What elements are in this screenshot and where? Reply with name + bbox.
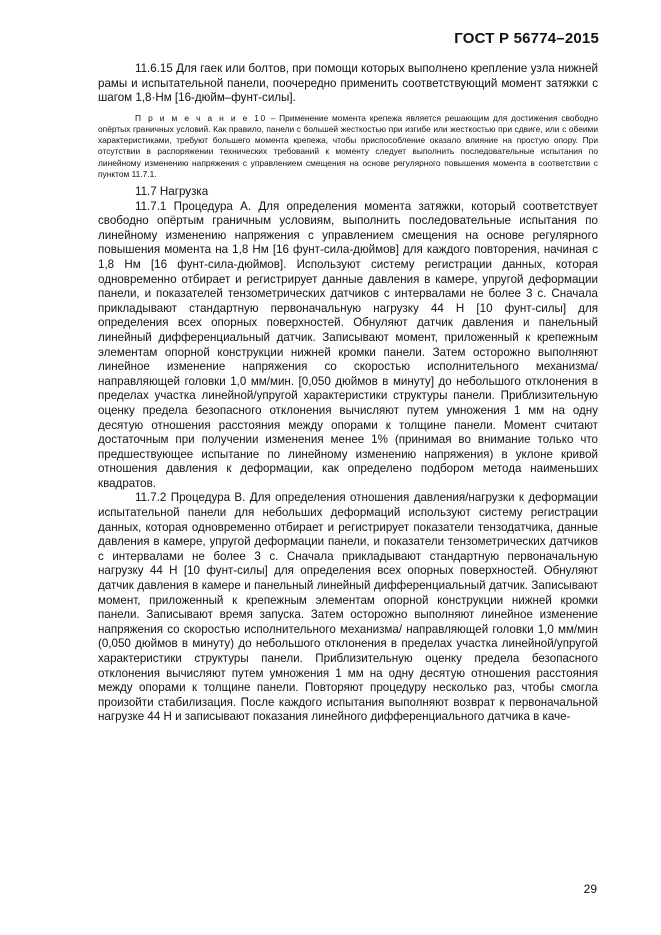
paragraph-11-6-15: 11.6.15 Для гаек или болтов, при помощи которых выполнено крепление узла нижней рамы и испытательной панели, поочередно применить соответствующий момент затяжки с шагом 1,8·Нм [16-дюйм–фунт-силы].: [98, 62, 598, 105]
section-heading-11-7: 11.7 Нагрузка: [135, 185, 209, 198]
note-label: П р и м е ч а н и е 10: [135, 112, 267, 123]
document-standard-header: ГОСТ Р 56774–2015: [454, 30, 599, 47]
paragraph-11-7-1: 11.7.1 Процедура А. Для определения момента затяжки, который соответствует свободно опёртым граничным условиям, выполнить последовательные испытания по линейному изменению напряжения с управлением смещения на основе регулярного повышения момента на 1,8 Нм [16 фунт-сила-дюймов] для каждого повторения, начиная с 1,8 Нм [16 фунт-сила-дюймов]. Используют систему регистрации данных, которая одновременно отбирает и регистрирует данные давления в камере, упругой деформации панели, и показателей тензометрических датчиков с интервалами не более 3 с. Сначала прикладывают стандартную первоначальную нагрузку 44 Н [10 фунт-силы] для определения всех опорных поверхностей. Обнуляют датчик давления и панельный линейный дифференциальный датчик. Записывают момент, приложенный к крепежным элементам опорной конструкции нижней кромки панели. Затем осторожно выполняют линейное изменение напряжения со скоростью исполнительного механизма/ направляющей головки 1,0 мм/мин. [0,050 дюймов в минуту] до небольшого отклонения в пределах участка линейной/упругой характеристики структуры панели. Приблизительную оценку предела безопасного отклонения вычисляют путем умножения 1 мм на одну десятую отношения расстояния между опорами к толщине панели. Момент считают достаточным при получении изменения менее 1% (принимая во внимание только что предшествующее испытание по линейному изменению напряжения) в уклоне кривой отношения давления к деформации, как определено подбором метода наименьших квадратов.: [98, 199, 598, 490]
page-body: [98, 62, 598, 725]
paragraph-11-7-2: 11.7.2 Процедура В. Для определения отношения давления/нагрузки к деформации испытательной панели для небольших деформаций используют систему регистрации данных, которая одновременно отбирает и регистрирует показатели тензодатчика, данные давления в камере, упругой деформации панели, и показатели тензометрических датчиков с интервалами не более 3 с. Сначала прикладывают стандартную первоначальную нагрузку 44 Н [10 фунт-силы] для определения всех опорных поверхностей. Обнуляют датчик давления в камере и панельный линейный дифференциальный датчик. Записывают момент, приложенный к крепежным элементам опорной конструкции нижней кромки панели. Записывают время запуска. Затем осторожно выполняют линейное изменение напряжения со скоростью исполнительного механизма/ направляющей головки 1,0 мм/мин (0,050 дюймов в минуту) до небольшого отклонения в пределах участка линейной/упругой характеристики структуры панели. Приблизительную оценку предела безопасного отклонения вычисляют путем умножения 1 мм на одну десятую отношения расстояния между опорами к толщине панели. Повторяют процедуру несколько раз, чтобы смогла произойти стабилизация. После каждого испытания выполняют возврат к первоначальной нагрузке 44 Н и записывают показания линейного дифференциального датчика в каче-: [98, 491, 598, 724]
note-10: [98, 113, 598, 180]
page-number: 29: [583, 882, 597, 896]
note-text: – Применение момента крепежа является решающим для достижения свободно опёртых граничных условий. Как правило, панели с большей жесткостью при изгибе или жесткостью при сдвиге, или с обеими характеристиками, требуют большего момента крепежа, чтобы приспособление оказало влияние на простую опору. При отсутствии в распоряжении технических требований к моменту следует выполнить последовательные испытания по линейному изменению напряжения с управлением смещения на основе регулярного повышения момента в соответствии с пунктом 11.7.1.: [98, 112, 598, 179]
